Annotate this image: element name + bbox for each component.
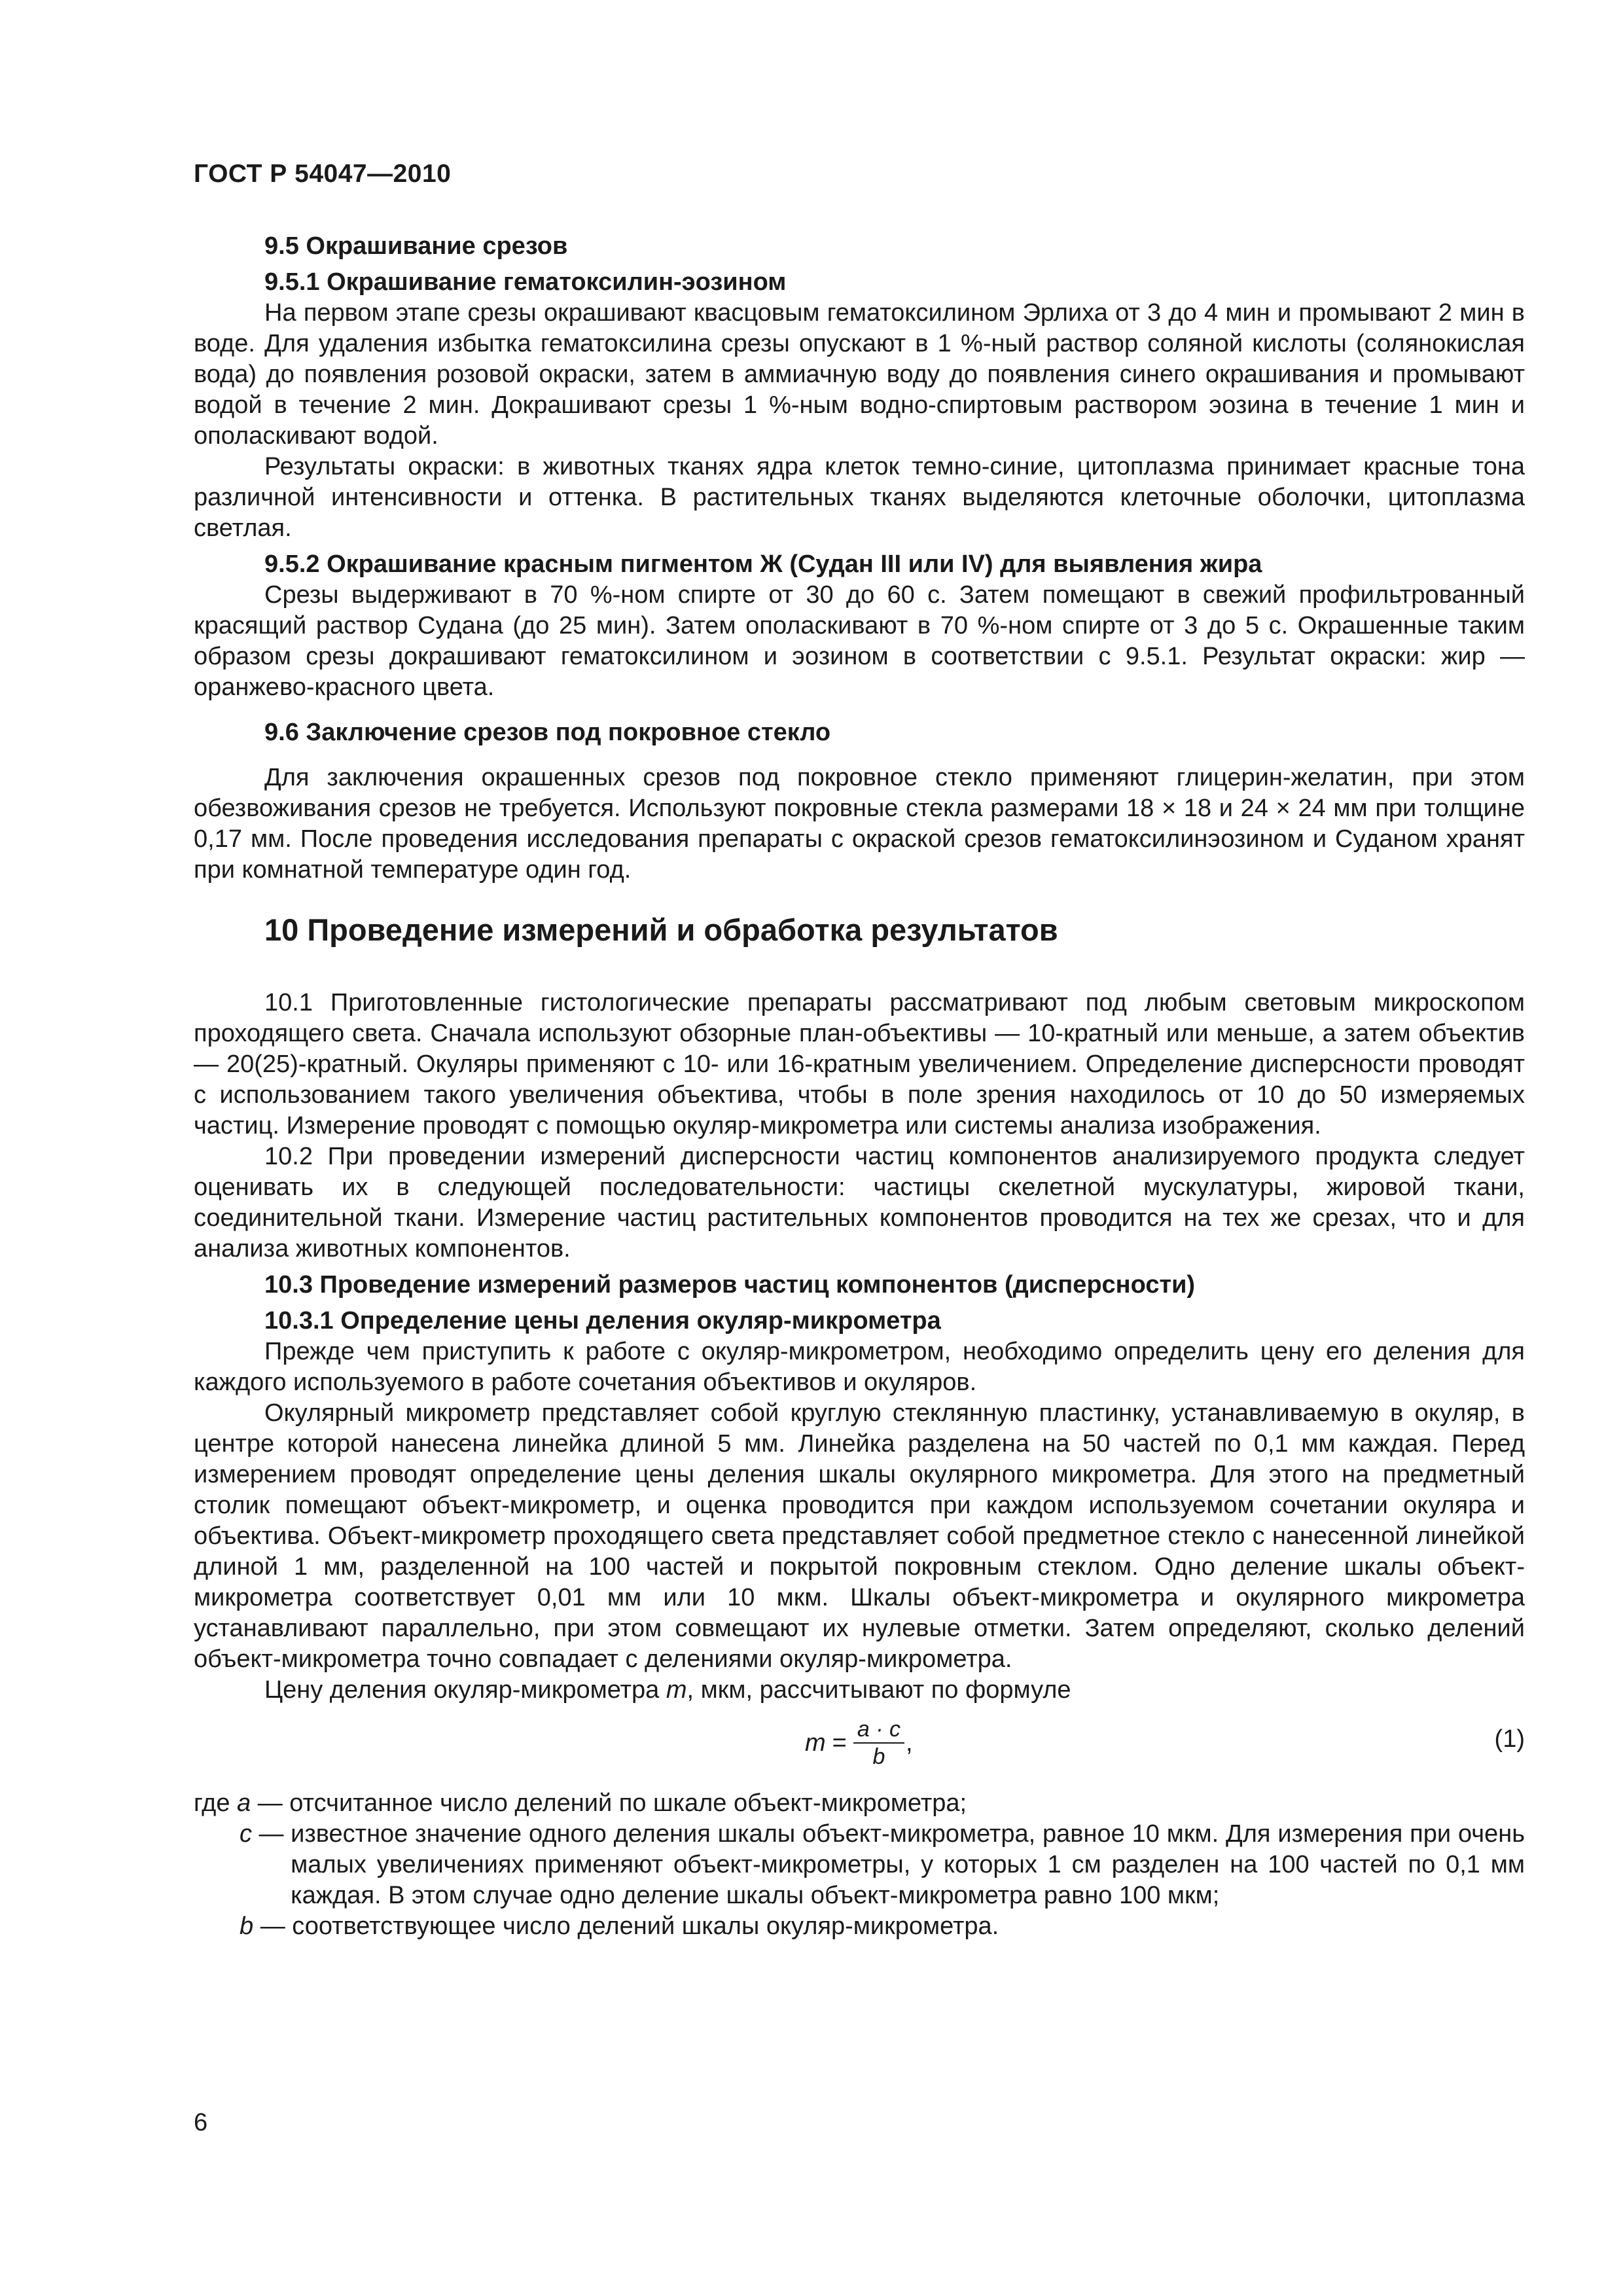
formula-fraction: [853, 1716, 904, 1770]
definition-dash: —: [251, 1789, 290, 1817]
formula-numerator: a · c: [853, 1716, 904, 1744]
definition-item: [194, 1788, 1525, 1819]
formula-lhs: m: [805, 1729, 826, 1757]
paragraph-9-5-1-a: На первом этапе срезы окрашивают квасцовым гематоксилином Эрлиха от 3 до 4 мин и промывают 2 мин в воде. Для удаления избытка гематоксилина срезы опускают в 1 %-ный раствор соляной кислоты (солянокислая вода) до появления розовой окраски, затем в аммиачную воду до появления синего окрашивания и промывают водой в течение 2 мин. Докрашивают срезы 1 %-ным водно-спиртовым раствором эозина в течение 1 мин и ополаскивают водой.: [194, 299, 1525, 450]
definition-text: известное значение одного деления шкалы объект-микрометра, равное 10 мкм. Для измерения при очень малых увеличениях применяют объект-микрометры, у которых 1 см разделен на 100 частей по 0,1 мм каждая. В этом случае одно деление шкалы объект-микрометра равно 100 мкм;: [291, 1820, 1525, 1909]
definition-symbol: a: [237, 1789, 251, 1817]
heading-9-6: 9.6 Заключение срезов под покровное стекло: [264, 719, 831, 746]
definition-text: соответствующее число делений шкалы окуляр-микрометра.: [292, 1912, 999, 1940]
document-body: [194, 226, 1525, 1942]
formula-expression: [805, 1716, 913, 1770]
page-number: 6: [194, 2109, 208, 2136]
definition-item: [194, 1819, 1525, 1911]
paragraph-9-5-2: Срезы выдерживают в 70 %-ном спирте от 30 до 60 с. Затем помещают в свежий профильтрованный красящий раствор Судана (до 25 мин). Затем ополаскивают в 70 %-ном спирте от 3 до 5 с. Окрашенные таким образом срезы докрашивают гематоксилином и эозином в соответствии с 9.5.1. Результат окраски: жир — оранжево-красного цвета.: [194, 581, 1525, 701]
document-code-header: ГОСТ Р 54047—2010: [194, 160, 452, 188]
formula-denominator: b: [872, 1744, 885, 1769]
section-title-10: 10 Проведение измерений и обработка результатов: [264, 912, 1058, 947]
definition-symbol: b: [240, 1912, 254, 1940]
paragraph-9-5-1-b: Результаты окраски: в животных тканях ядра клеток темно-синие, цитоплазма принимает красные тона различной интенсивности и оттенка. В растительных тканях выделяются клеточные оболочки, цитоплазма светлая.: [194, 453, 1525, 542]
heading-9-5-1: 9.5.1 Окрашивание гематоксилин-эозином: [264, 268, 787, 296]
formula-intro-text: Цену деления окуляр-микрометра: [264, 1676, 666, 1704]
heading-9-5: 9.5 Окрашивание срезов: [264, 232, 568, 260]
formula-block: [194, 1712, 1525, 1783]
heading-10-3-1: 10.3.1 Определение цены деления окуляр-микрометра: [264, 1307, 941, 1335]
paragraph-10-3-1-b: Окулярный микрометр представляет собой круглую стеклянную пластинку, устанавливаемую в окуляр, в центре которой нанесена линейка длиной 5 мм. Линейка разделена на 50 частей по 0,1 мм каждая. Перед измерением проводят определение цены деления шкалы окулярного микрометра. Для этого на предметный столик помещают объект-микрометр, и оценка проводится при каждом используемом сочетании окуляра и объектива. Объект-микрометр проходящего света представляет собой предметное стекло с нанесенной линейкой длиной 1 мм, разделенной на 100 частей и покрытой покровным стеклом. Одно деление шкалы объект-микрометра соответствует 0,01 мм или 10 мкм. Шкалы объект-микрометра и окулярного микрометра устанавливают параллельно, при этом совмещают их нулевые отметки. Затем определяют, сколько делений объект-микрометра точно совпадает с делениями окуляр-микрометра.: [194, 1399, 1525, 1673]
paragraph-10-3-1-a: Прежде чем приступить к работе с окуляр-микрометром, необходимо определить цену его деления для каждого используемого в работе сочетания объективов и окуляров.: [194, 1338, 1525, 1396]
definition-dash: —: [253, 1912, 293, 1940]
definition-dash: —: [252, 1820, 291, 1848]
paragraph-10-2: 10.2 При проведении измерений дисперсности частиц компонентов анализируемого продукта следует оценивать их в следующей последовательности: частицы скелетной мускулатуры, жировой ткани, соединительной ткани. Измерение частиц растительных компонентов проводится на тех же срезах, что и для анализа животных компонентов.: [194, 1143, 1525, 1263]
definition-item: [194, 1911, 1525, 1942]
formula-number: (1): [1494, 1725, 1525, 1753]
formula-intro-variable: m: [666, 1676, 687, 1704]
heading-10-3: 10.3 Проведение измерений размеров частиц компонентов (дисперсности): [264, 1271, 1196, 1299]
heading-9-5-2: 9.5.2 Окрашивание красным пигментом Ж (Судан III или IV) для выявления жира: [264, 550, 1262, 578]
formula-equals: =: [832, 1729, 847, 1757]
paragraph-formula-intro: [194, 1675, 1525, 1706]
definition-lead: где: [194, 1789, 238, 1817]
paragraph-10-1: 10.1 Приготовленные гистологические препараты рассматривают под любым световым микроскопом проходящего света. Сначала используют обзорные план-объективы — 10-кратный или меньше, а затем объектив — 20(25)-кратный. Окуляры применяют с 10- или 16-кратным увеличением. Определение дисперсности проводят с использованием такого увеличения объектива, чтобы в поле зрения находилось от 10 до 50 измеряемых частиц. Измерение проводят с помощью окуляр-микрометра или системы анализа изображения.: [194, 989, 1525, 1139]
paragraph-9-6: Для заключения окрашенных срезов под покровное стекло применяют глицерин-желатин, при этом обезвоживания срезов не требуется. Используют покровные стекла размерами 18 × 18 и 24 × 24 мм при толщине 0,17 мм. После проведения исследования препараты с окраской срезов гематоксилинэозином и Суданом хранят при комнатной температуре один год.: [194, 764, 1525, 884]
formula-trailing-comma: ,: [905, 1729, 913, 1757]
definition-text: отсчитанное число делений по шкале объект-микрометра;: [289, 1789, 967, 1817]
definition-symbol: c: [240, 1820, 252, 1848]
formula-intro-tail: , мкм, рассчитывают по формуле: [687, 1676, 1071, 1704]
formula-definitions: [194, 1788, 1525, 1942]
